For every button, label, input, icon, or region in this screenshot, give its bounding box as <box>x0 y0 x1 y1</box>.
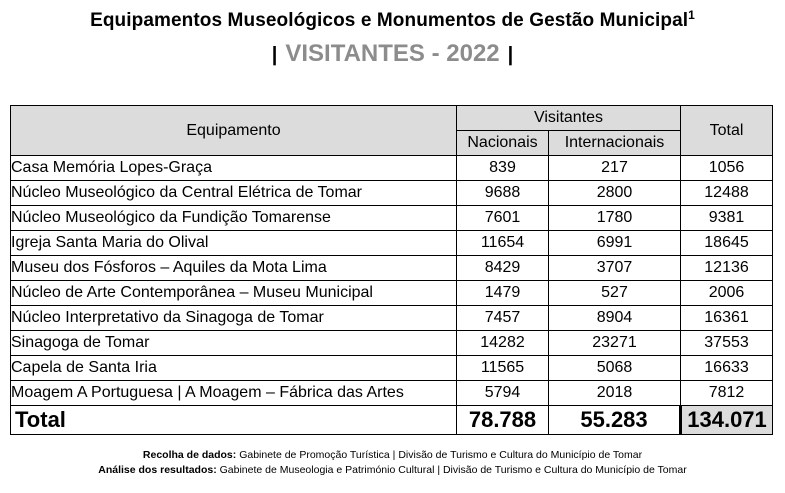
row-nacionais: 1479 <box>457 281 549 306</box>
title-footnote-mark: 1 <box>688 8 695 22</box>
row-total: 12488 <box>681 181 773 206</box>
row-nacionais: 11565 <box>457 356 549 381</box>
table-row <box>11 181 773 206</box>
table-row <box>11 206 773 231</box>
row-nacionais: 11654 <box>457 231 549 256</box>
table-row <box>11 331 773 356</box>
row-name: Igreja Santa Maria do Olival <box>11 231 457 256</box>
row-internacionais: 2800 <box>549 181 681 206</box>
total-row <box>11 406 773 435</box>
footer-analise <box>0 464 785 476</box>
recolha-label: Recolha de dados: <box>142 449 237 461</box>
row-total: 16361 <box>681 306 773 331</box>
header-total: Total <box>681 106 773 156</box>
row-name: Moagem A Portuguesa | A Moagem – Fábrica das Artes <box>11 381 457 406</box>
header-nacionais: Nacionais <box>457 131 549 156</box>
row-total: 2006 <box>681 281 773 306</box>
title-text: Equipamentos Museológicos e Monumentos de Gestão Municipal <box>90 10 689 31</box>
subtitle-text: VISITANTES - 2022 <box>285 40 500 67</box>
table-row <box>11 281 773 306</box>
row-internacionais: 2018 <box>549 381 681 406</box>
recolha-text: Gabinete de Promoção Turística | Divisão de Turismo e Cultura do Município de Tomar <box>239 449 643 461</box>
row-nacionais: 14282 <box>457 331 549 356</box>
table-row <box>11 156 773 181</box>
grand-total: 134.071 <box>681 406 773 435</box>
visitors-table <box>10 105 773 435</box>
row-total: 1056 <box>681 156 773 181</box>
subtitle-bar-right: | <box>507 44 514 66</box>
table-row <box>11 306 773 331</box>
row-total: 12136 <box>681 256 773 281</box>
header-equipamento: Equipamento <box>11 106 457 156</box>
row-nacionais: 7601 <box>457 206 549 231</box>
row-nacionais: 5794 <box>457 381 549 406</box>
row-internacionais: 1780 <box>549 206 681 231</box>
row-name: Museu dos Fósforos – Aquiles da Mota Lima <box>11 256 457 281</box>
table-row <box>11 256 773 281</box>
page-subtitle <box>0 40 785 68</box>
row-name: Capela de Santa Iria <box>11 356 457 381</box>
row-internacionais: 217 <box>549 156 681 181</box>
row-internacionais: 527 <box>549 281 681 306</box>
header-internacionais: Internacionais <box>549 131 681 156</box>
row-name: Núcleo Museológico da Fundição Tomarense <box>11 206 457 231</box>
row-nacionais: 8429 <box>457 256 549 281</box>
row-internacionais: 23271 <box>549 331 681 356</box>
total-internacionais: 55.283 <box>549 406 681 435</box>
row-internacionais: 8904 <box>549 306 681 331</box>
page-title <box>0 8 785 32</box>
total-label: Total <box>11 406 457 435</box>
total-nacionais: 78.788 <box>457 406 549 435</box>
row-total: 16633 <box>681 356 773 381</box>
row-internacionais: 5068 <box>549 356 681 381</box>
header-visitantes: Visitantes <box>457 106 681 131</box>
row-name: Núcleo Museológico da Central Elétrica de Tomar <box>11 181 457 206</box>
row-nacionais: 839 <box>457 156 549 181</box>
row-total: 37553 <box>681 331 773 356</box>
row-total: 7812 <box>681 381 773 406</box>
row-internacionais: 3707 <box>549 256 681 281</box>
row-name: Núcleo Interpretativo da Sinagoga de Tomar <box>11 306 457 331</box>
analise-text: Gabinete de Museologia e Património Cultural | Divisão de Turismo e Cultura do Município de Tomar <box>219 464 687 476</box>
table-row <box>11 231 773 256</box>
analise-label: Análise dos resultados: <box>98 464 217 476</box>
row-nacionais: 9688 <box>457 181 549 206</box>
row-name: Sinagoga de Tomar <box>11 331 457 356</box>
table-row <box>11 356 773 381</box>
row-total: 18645 <box>681 231 773 256</box>
subtitle-bar-left: | <box>271 44 278 66</box>
table-row <box>11 381 773 406</box>
row-name: Casa Memória Lopes-Graça <box>11 156 457 181</box>
footer-recolha <box>0 449 785 461</box>
row-name: Núcleo de Arte Contemporânea – Museu Municipal <box>11 281 457 306</box>
row-nacionais: 7457 <box>457 306 549 331</box>
row-internacionais: 6991 <box>549 231 681 256</box>
row-total: 9381 <box>681 206 773 231</box>
